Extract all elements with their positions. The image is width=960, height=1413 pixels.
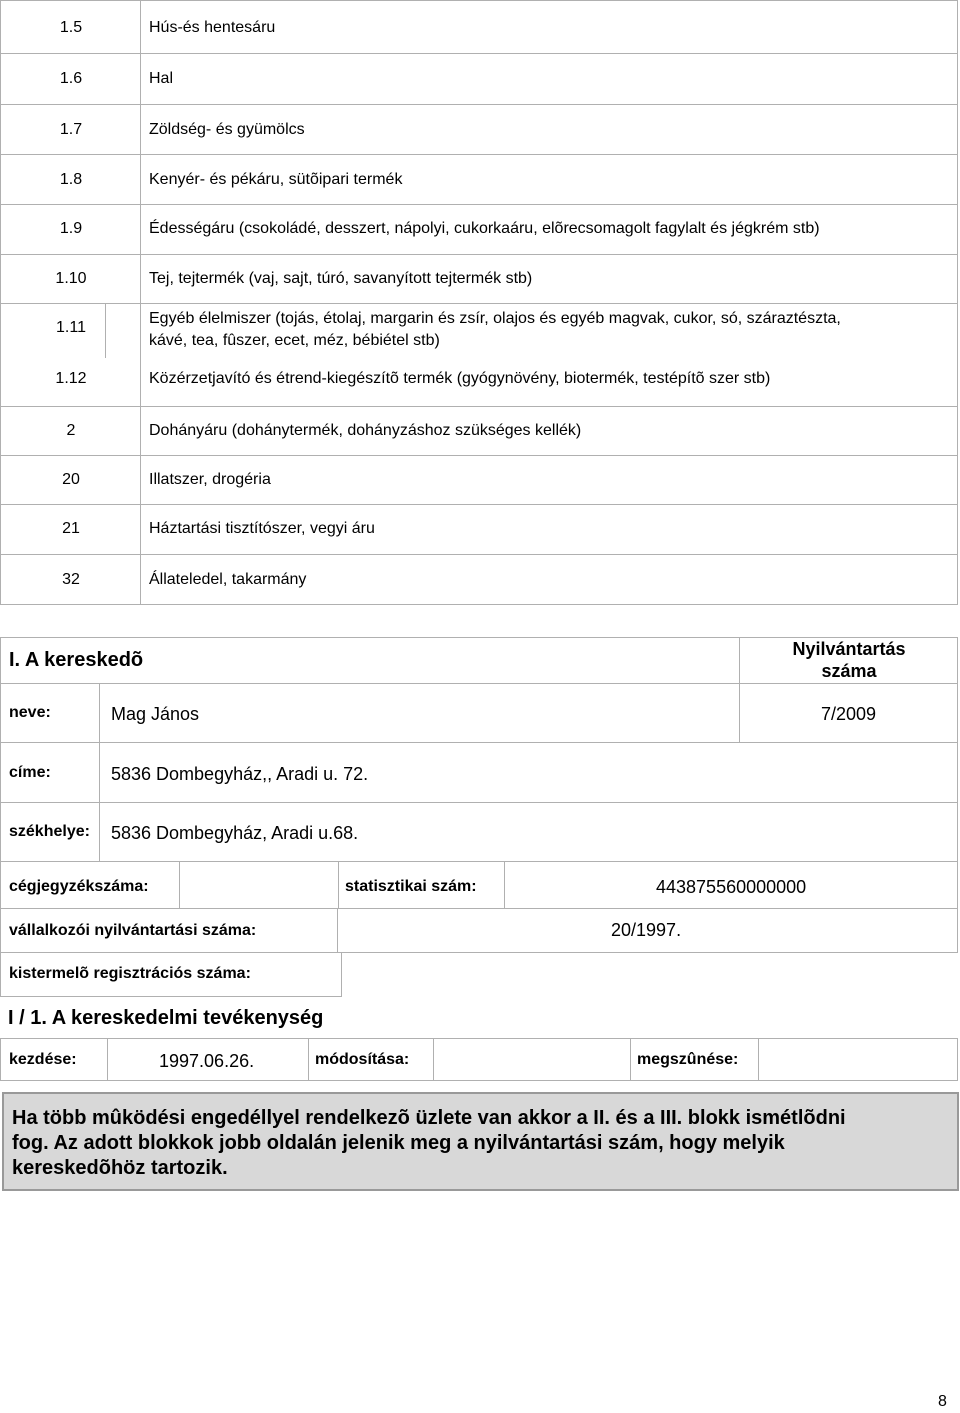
category-label: Kenyér- és pékáru, sütõipari termék [149,171,403,188]
notice-line: kereskedõhöz tartozik. [12,1157,228,1179]
seat-value: 5836 Dombegyház, Aradi u.68. [111,823,359,843]
reg-header-line: száma [821,661,877,681]
category-code: 1.10 [55,270,87,287]
category-code: 20 [62,471,80,488]
notice-box [2,1092,959,1191]
trader-entrepreneur-row [0,908,958,953]
reg-number: 7/2009 [821,704,877,724]
category-label: Zöldség- és gyümölcs [149,121,305,138]
name-value: Mag János [111,704,200,724]
start-value: 1997.06.26. [159,1051,255,1071]
company-reg-label: cégjegyzékszáma: [9,878,149,895]
stat-value: 443875560000000 [656,877,807,897]
activity-row [0,1038,958,1081]
table-row [1,105,957,155]
category-label: Hús-és hentesáru [149,19,276,36]
notice-line: fog. Az adott blokkok jobb oldalán jelenik meg a nyilvántartási szám, hogy melyik [12,1132,785,1154]
category-code: 1.11 [56,319,86,336]
modify-label: módosítása: [315,1051,410,1068]
category-code: 1.5 [59,19,83,36]
category-code: 32 [62,571,80,588]
table-row [1,456,957,505]
category-label: Egyéb élelmiszer (tojás, étolaj, margarin és zsír, olajos és egyéb magvak, cukor, só, száraztészta, [149,310,841,327]
stat-label: statisztikai szám: [345,878,477,895]
category-code: 1.7 [59,121,83,138]
table-row [1,555,957,604]
category-code: 1.8 [59,171,83,188]
category-label: Hal [149,70,174,87]
category-label: Illatszer, drogéria [149,471,271,488]
category-label: Állateledel, takarmány [149,571,307,588]
table-row [1,358,957,407]
table-row [1,304,957,357]
trader-header [0,637,958,684]
end-cell [758,1039,958,1080]
trader-ids-row [0,861,958,909]
table-row [1,505,957,555]
category-label: Tej, tejtermék (vaj, sajt, túró, savanyított tejtermék stb) [149,270,533,287]
category-code: 1.12 [55,370,87,387]
entrepreneur-label: vállalkozói nyilvántartási száma: [9,922,257,939]
reg-header-line: Nyilvántartás [792,639,906,659]
table-row [1,1,957,54]
category-label: Közérzetjavító és étrend-kiegészítõ termék (gyógynövény, biotermék, testépítõ szer stb) [149,370,771,387]
category-label: Háztartási tisztítószer, vegyi áru [149,520,375,537]
trader-smallholder-row [0,952,342,997]
category-code: 1.9 [59,220,83,237]
start-label: kezdése: [9,1051,77,1068]
category-table [0,0,958,605]
entrepreneur-value: 20/1997. [611,920,682,940]
address-value: 5836 Dombegyház,, Aradi u. 72. [111,764,369,784]
table-row [1,205,957,255]
category-label: Édességáru (csokoládé, desszert, nápolyi, cukorkaáru, elõrecsomagolt fagylalt és jégkrém stb) [149,220,820,237]
section-title: I. A kereskedõ [9,649,144,671]
page-number: 8 [938,1393,947,1410]
table-row [1,54,957,105]
category-label: Dohányáru (dohánytermék, dohányzáshoz szükséges kellék) [149,422,582,439]
notice-line: Ha több mûködési engedéllyel rendelkezõ üzlete van akkor a II. és a III. blokk ismétlõdni [12,1107,846,1129]
activity-title: I / 1. A kereskedelmi tevékenység [8,1007,324,1029]
table-row [1,255,957,304]
table-row [1,407,957,456]
category-code: 2 [66,422,76,439]
end-label: megszûnése: [637,1051,739,1068]
category-code: 21 [62,520,80,537]
trader-address-row [0,742,958,803]
address-label: címe: [9,764,51,781]
seat-label: székhelye: [9,823,90,840]
category-code: 1.6 [59,70,83,87]
company-reg-cell [179,862,339,908]
reg-header-cell [739,638,958,683]
category-label: kávé, tea, fûszer, ecet, méz, bébiétel stb) [149,332,440,349]
trader-seat-row [0,802,958,862]
row-stub-border [105,304,106,358]
name-label: neve: [9,704,51,721]
modify-cell [433,1039,631,1080]
table-row [1,155,957,205]
trader-name-row [0,683,958,743]
smallholder-label: kistermelõ regisztrációs száma: [9,965,251,982]
